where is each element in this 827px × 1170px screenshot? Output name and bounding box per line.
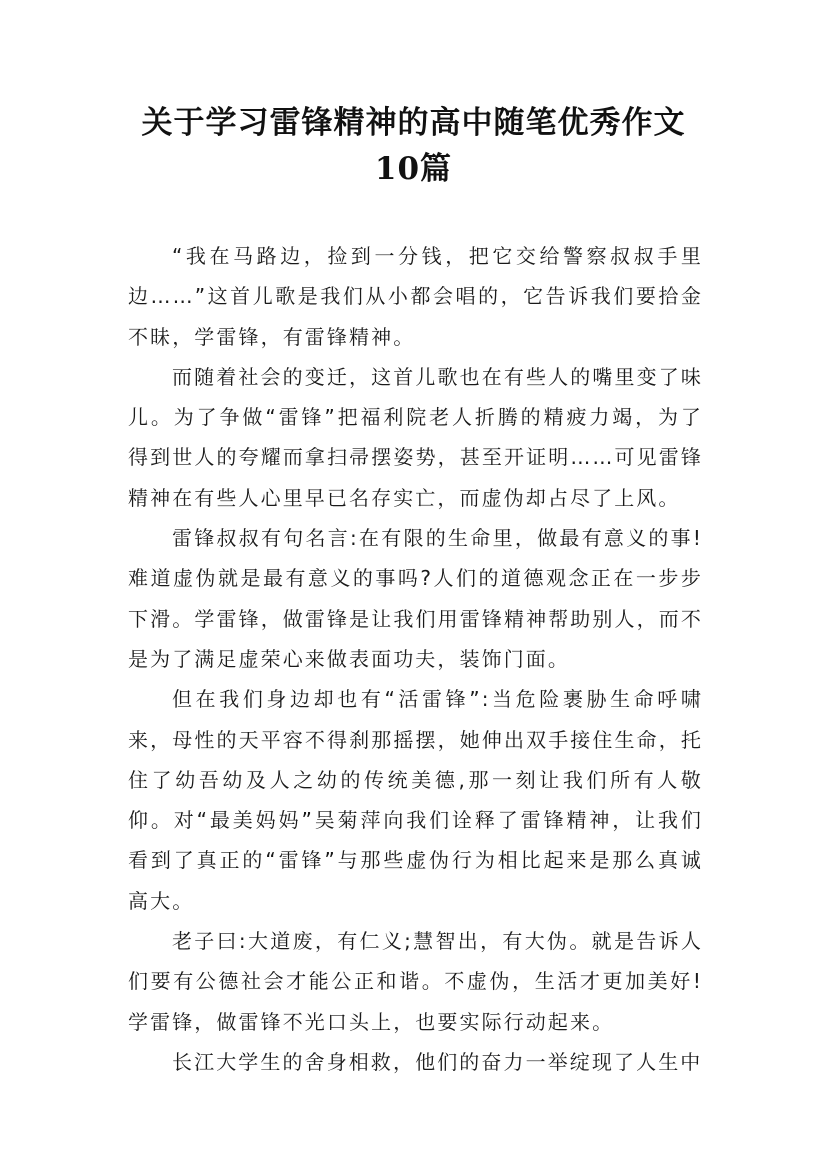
document-title: 关于学习雷锋精神的高中随笔优秀作文10篇 — [141, 105, 686, 187]
paragraph: 老子曰:大道废，有仁义;慧智出，有大伪。就是告诉人们要有公德社会才能公正和谐。不虚伪，生活才更加美好!学雷锋，做雷锋不光口头上，也要实际行动起来。 — [128, 929, 703, 1034]
document-body — [128, 236, 703, 1082]
paragraph: 但在我们身边却也有“活雷锋”:当危险裹胁生命呼啸来，母性的天平容不得刹那摇摆，她伸出双手接住生命，托住了幼吾幼及人之幼的传统美德,那一刻让我们所有人敬仰。对“最美妈妈”吴菊萍向我们诠释了雷锋精神，让我们看到了真正的“雷锋”与那些虚伪行为相比起来是那么真诚高大。 — [128, 687, 703, 913]
paragraph: 雷锋叔叔有句名言:在有限的生命里，做最有意义的事!难道虚伪就是最有意义的事吗?人们的道德观念正在一步步下滑。学雷锋，做雷锋是让我们用雷锋精神帮助别人，而不是为了满足虚荣心来做表面功夫，装饰门面。 — [128, 526, 703, 671]
paragraph: 长江大学生的舍身相救，他们的奋力一举绽现了人生中 — [172, 1049, 703, 1074]
paragraph: 而随着社会的变迁，这首儿歌也在有些人的嘴里变了味儿。为了争做“雷锋”把福利院老人折腾的精疲力竭，为了得到世人的夸耀而拿扫帚摆姿势，甚至开证明……可见雷锋精神在有些人心里早已名存实亡，而虚伪却占尽了上风。 — [128, 364, 703, 510]
paragraph: “我在马路边，捡到一分钱，把它交给警察叔叔手里边……”这首儿歌是我们从小都会唱的，它告诉我们要拾金不昧，学雷锋，有雷锋精神。 — [128, 244, 703, 349]
